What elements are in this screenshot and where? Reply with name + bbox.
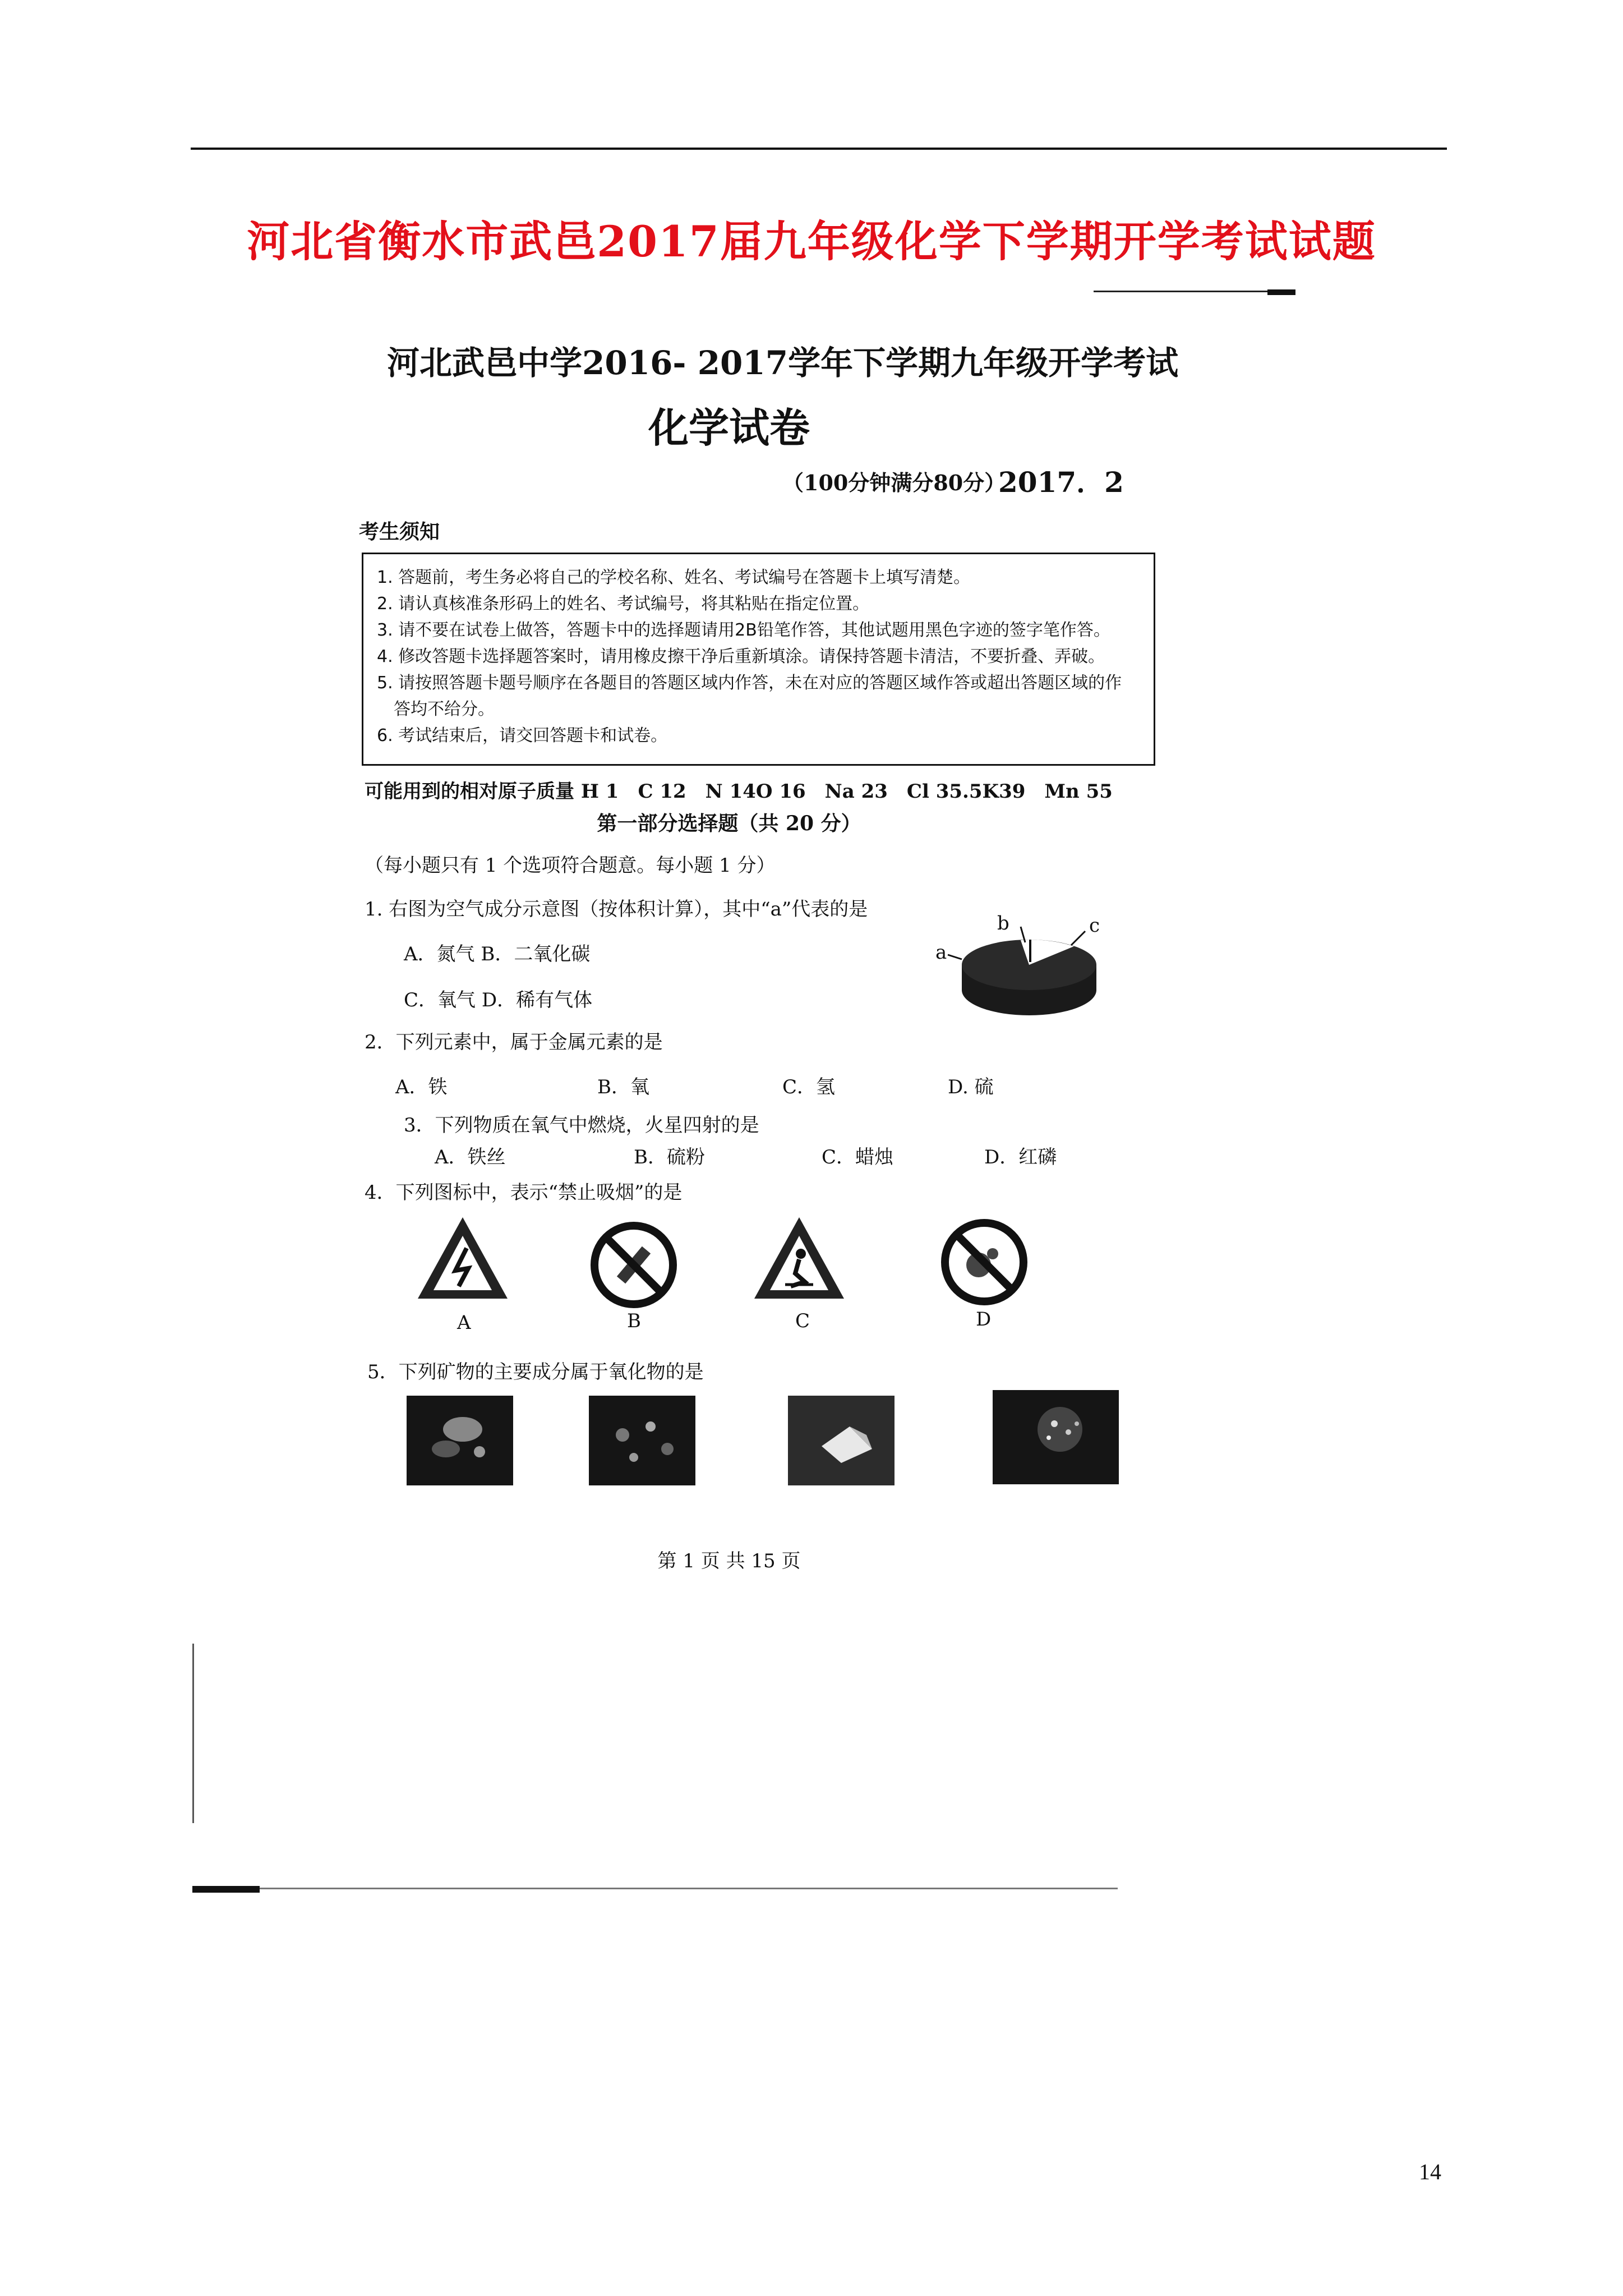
q3-option-b: B．硫粉 bbox=[634, 1146, 705, 1168]
title-underline-tail bbox=[1267, 289, 1295, 295]
notice-item: 4. 修改答题卡选择题答案时，请用橡皮擦干净后重新填涂。请保持答题卡清洁，不要折叠、弄破。 bbox=[377, 647, 1105, 666]
atomic-masses: 可能用到的相对原子质量 H 1 C 12 N 14O 16 Na 23 Cl 35.5K39 Mn 55 bbox=[365, 780, 1113, 803]
q3-option-d: D．红磷 bbox=[984, 1146, 1057, 1168]
mineral-photo-d bbox=[993, 1390, 1119, 1484]
air-pie-icon bbox=[931, 920, 1116, 1021]
q1-options-line1: A．氮气 B．二氧化碳 bbox=[404, 943, 591, 965]
bottom-rule-mark bbox=[192, 1886, 260, 1893]
q3-option-c: C．蜡烛 bbox=[822, 1146, 894, 1168]
mineral-photo-c bbox=[788, 1396, 895, 1485]
page-footer: 第 1 页 共 15 页 bbox=[657, 1550, 801, 1572]
sign-d-no-fireworks-icon bbox=[939, 1217, 1029, 1307]
exam-title: 化学试卷 bbox=[648, 404, 810, 452]
part1-note: （每小题只有 1 个选项符合题意。每小题 1 分） bbox=[365, 854, 776, 877]
q2-stem: 2．下列元素中，属于金属元素的是 bbox=[365, 1031, 663, 1053]
notice-box bbox=[362, 553, 1155, 766]
q1-stem: 1. 右图为空气成分示意图（按体积计算），其中“a”代表的是 bbox=[365, 898, 868, 921]
sign-label-c: C bbox=[795, 1310, 810, 1332]
q2-option-d: D. 硫 bbox=[948, 1076, 994, 1098]
notice-item: 6. 考试结束后，请交回答题卡和试卷。 bbox=[377, 726, 668, 746]
time-info: （100分钟满分80分） bbox=[782, 470, 1006, 495]
notice-title: 考生须知 bbox=[359, 520, 440, 544]
diagram-label-b: b bbox=[997, 912, 1009, 935]
sign-label-b: B bbox=[627, 1310, 641, 1332]
notice-item: 2. 请认真核准条形码上的姓名、考试编号，将其粘贴在指定位置。 bbox=[377, 594, 870, 614]
q1-options-line2: C．氧气 D．稀有气体 bbox=[404, 989, 593, 1011]
mineral-photo-b bbox=[589, 1396, 695, 1485]
notice-item: 5. 请按照答题卡题号顺序在各题目的答题区域内作答，未在对应的答题区域作答或超出答题区域的作 bbox=[377, 673, 1122, 693]
page-number: 14 bbox=[1419, 2159, 1441, 2184]
sign-b-no-smoking-icon bbox=[589, 1220, 679, 1310]
part1-title: 第一部分选择题（共 20 分） bbox=[597, 812, 861, 835]
notice-item: 1. 答题前，考生务必将自己的学校名称、姓名、考试编号在答题卡上填写清楚。 bbox=[377, 568, 971, 587]
diagram-label-a: a bbox=[935, 941, 947, 964]
notice-item: 3. 请不要在试卷上做答，答题卡中的选择题请用2B铅笔作答，其他试题用黑色字迹的签字笔作答。 bbox=[377, 620, 1110, 640]
title-underline bbox=[1094, 291, 1295, 292]
diagram-label-c: c bbox=[1089, 914, 1100, 937]
sign-label-a: A bbox=[457, 1312, 471, 1334]
q2-option-b: B．氧 bbox=[597, 1076, 649, 1098]
q2-option-a: A．铁 bbox=[395, 1076, 448, 1098]
date-info: 2017．2 bbox=[998, 466, 1124, 499]
notice-item: 答均不给分。 bbox=[394, 700, 495, 719]
q5-stem: 5．下列矿物的主要成分属于氧化物的是 bbox=[367, 1361, 704, 1383]
bottom-rule bbox=[192, 1888, 1118, 1889]
sign-c-caution-icon bbox=[751, 1214, 847, 1304]
sign-a-electric-hazard-icon bbox=[415, 1214, 510, 1304]
top-rule bbox=[191, 148, 1447, 150]
q3-stem: 3．下列物质在氧气中燃烧，火星四射的是 bbox=[404, 1114, 759, 1137]
document-title: 河北省衡水市武邑2017届九年级化学下学期开学考试试题 bbox=[247, 217, 1376, 266]
school-title: 河北武邑中学2016- 2017学年下学期九年级开学考试 bbox=[387, 344, 1179, 382]
mineral-photo-a bbox=[407, 1396, 513, 1485]
q4-stem: 4．下列图标中，表示“禁止吸烟”的是 bbox=[365, 1181, 683, 1204]
scan-edge-line bbox=[192, 1644, 194, 1823]
q2-option-c: C．氢 bbox=[782, 1076, 836, 1098]
sign-label-d: D bbox=[976, 1308, 992, 1331]
q3-option-a: A．铁丝 bbox=[435, 1146, 506, 1168]
air-composition-diagram bbox=[931, 912, 1116, 1021]
